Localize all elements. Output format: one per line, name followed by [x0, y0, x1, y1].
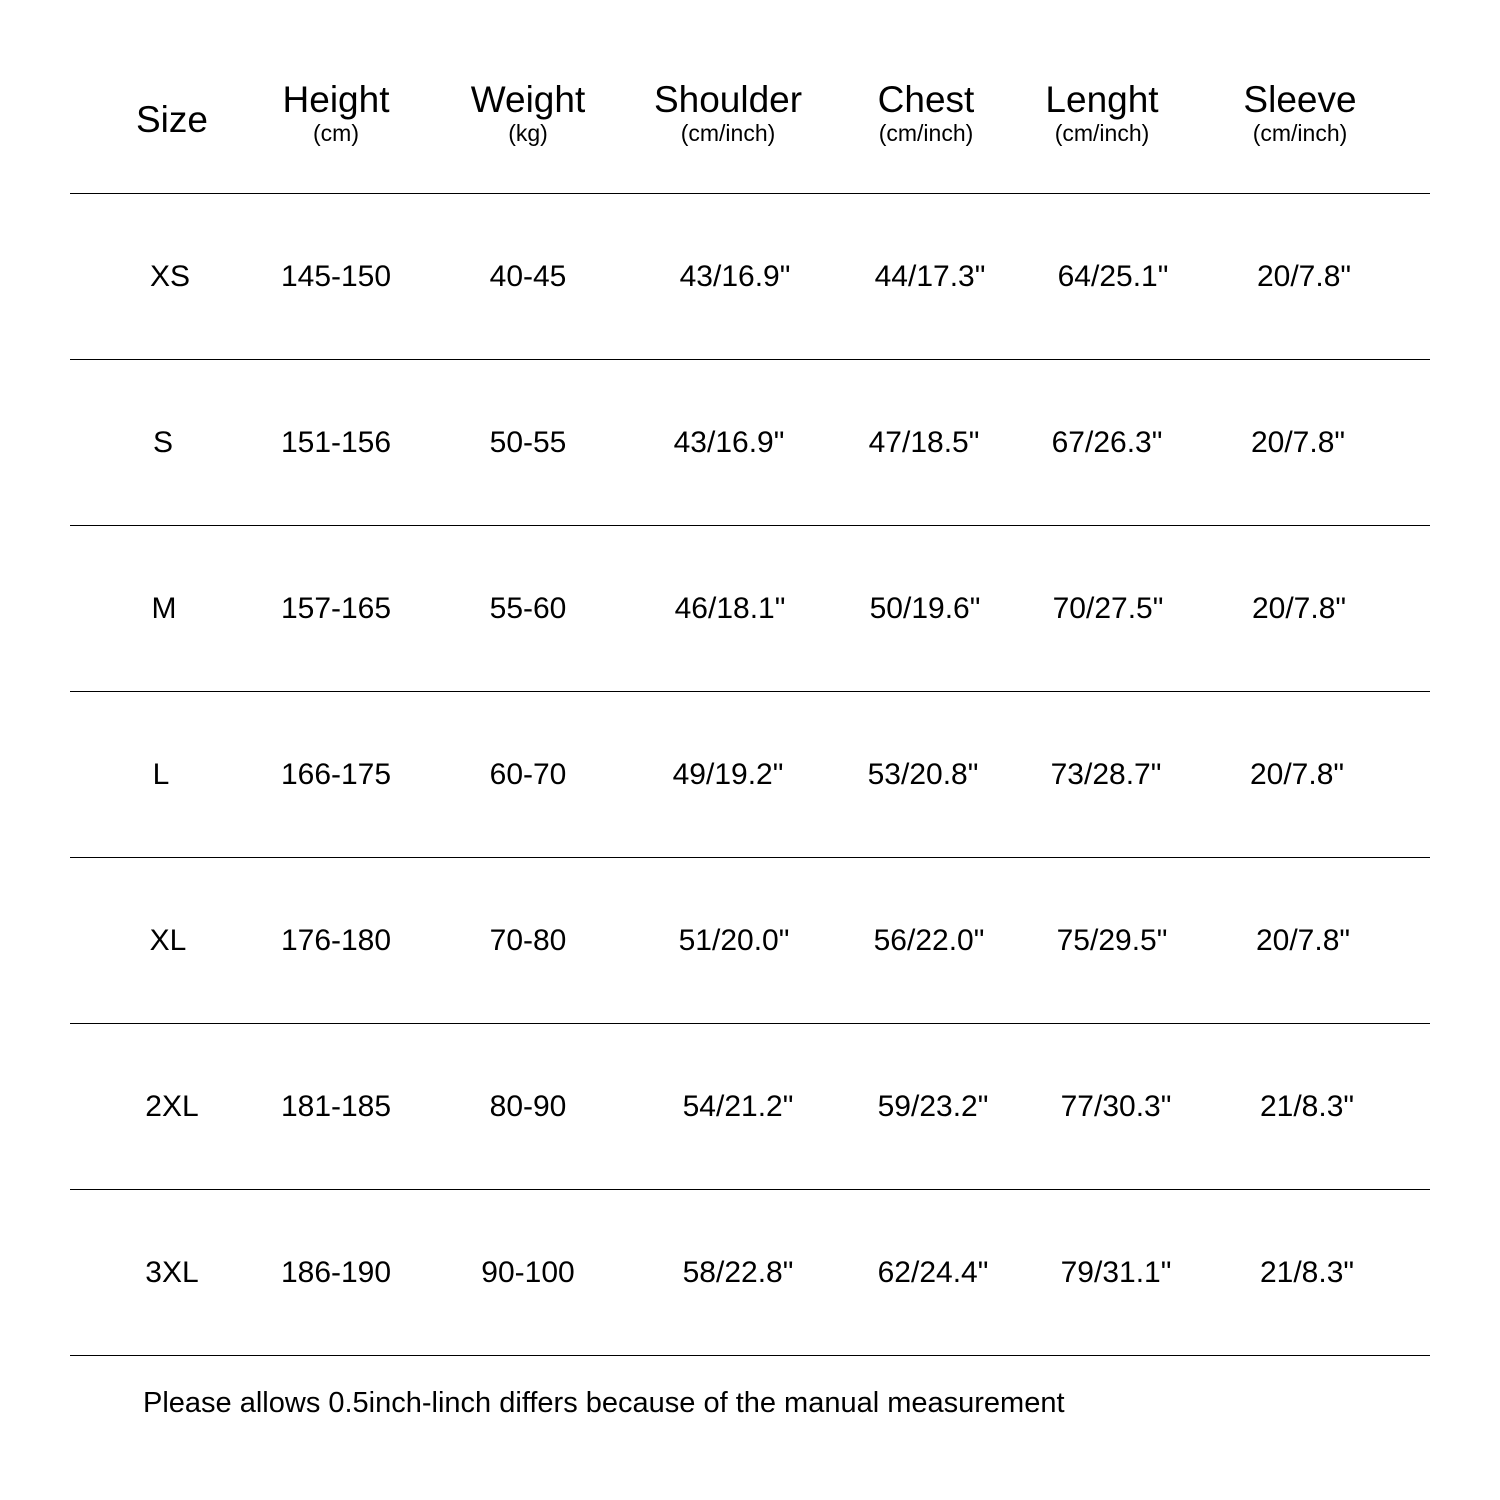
cell-chest: 44/17.3": [874, 260, 986, 293]
header-chest-unit: (cm/inch): [878, 120, 974, 146]
cell-size: L: [152, 758, 170, 791]
size-chart-table: [70, 60, 1430, 1356]
cell-shoulder: 54/21.2": [682, 1090, 794, 1123]
header-length: [1045, 60, 1158, 146]
cell-size: 3XL: [145, 1256, 199, 1289]
table-row-l: [70, 692, 1430, 858]
header-length-label: Lenght: [1045, 79, 1159, 120]
table-row-xl: [70, 858, 1430, 1024]
cell-sleeve: 20/7.8": [1249, 758, 1345, 791]
header-chest: [878, 60, 975, 146]
cell-length: 77/30.3": [1060, 1090, 1172, 1123]
header-weight: [471, 60, 586, 146]
cell-shoulder: 49/19.2": [672, 758, 784, 791]
header-shoulder-label: Shoulder: [653, 79, 803, 120]
cell-length: 73/28.7": [1050, 758, 1162, 791]
cell-length: 70/27.5": [1052, 592, 1164, 625]
cell-shoulder: 43/16.9": [673, 426, 785, 459]
cell-sleeve: 21/8.3": [1259, 1090, 1355, 1123]
table-row-xs: [70, 194, 1430, 360]
cell-weight: 90-100: [481, 1256, 575, 1289]
header-height-label: Height: [282, 79, 390, 120]
header-height-unit: (cm): [313, 120, 359, 146]
cell-weight: 40-45: [489, 260, 567, 293]
header-shoulder: [654, 60, 802, 146]
cell-size: S: [152, 426, 174, 459]
cell-chest: 53/20.8": [867, 758, 979, 791]
header-shoulder-unit: (cm/inch): [680, 120, 776, 146]
cell-chest: 47/18.5": [868, 426, 980, 459]
header-sleeve-label: Sleeve: [1243, 79, 1357, 120]
cell-size: XL: [149, 924, 187, 957]
header-size: [136, 60, 208, 140]
header-length-unit: (cm/inch): [1054, 120, 1150, 146]
measurement-note: Please allows 0.5inch-linch differs because of the manual measurement: [143, 1387, 1065, 1419]
cell-length: 75/29.5": [1056, 924, 1168, 957]
cell-sleeve: 21/8.3": [1259, 1256, 1355, 1289]
cell-chest: 62/24.4": [877, 1256, 989, 1289]
header-weight-unit: (kg): [508, 120, 548, 146]
cell-chest: 59/23.2": [877, 1090, 989, 1123]
cell-sleeve: 20/7.8": [1256, 260, 1352, 293]
cell-weight: 60-70: [489, 758, 567, 791]
cell-length: 64/25.1": [1057, 260, 1169, 293]
cell-chest: 56/22.0": [873, 924, 985, 957]
header-weight-label: Weight: [470, 79, 586, 120]
cell-size: M: [151, 592, 177, 625]
cell-height: 186-190: [280, 1256, 392, 1289]
cell-height: 151-156: [280, 426, 392, 459]
cell-size: 2XL: [145, 1090, 199, 1123]
table-row-3xl: [70, 1190, 1430, 1356]
header-sleeve-unit: (cm/inch): [1252, 120, 1348, 146]
cell-weight: 55-60: [489, 592, 567, 625]
cell-sleeve: 20/7.8": [1250, 426, 1346, 459]
cell-weight: 80-90: [489, 1090, 567, 1123]
header-sleeve: [1243, 60, 1356, 146]
cell-shoulder: 43/16.9": [679, 260, 791, 293]
cell-shoulder: 51/20.0": [678, 924, 790, 957]
cell-sleeve: 20/7.8": [1251, 592, 1347, 625]
table-header-row: [70, 60, 1430, 194]
table-row-s: [70, 360, 1430, 526]
cell-shoulder: 58/22.8": [682, 1256, 794, 1289]
cell-height: 166-175: [280, 758, 392, 791]
cell-length: 67/26.3": [1051, 426, 1163, 459]
cell-chest: 50/19.6": [869, 592, 981, 625]
header-height: [283, 60, 390, 146]
table-row-m: [70, 526, 1430, 692]
cell-height: 157-165: [280, 592, 392, 625]
header-chest-label: Chest: [877, 79, 975, 120]
cell-sleeve: 20/7.8": [1255, 924, 1351, 957]
cell-weight: 70-80: [489, 924, 567, 957]
table-row-2xl: [70, 1024, 1430, 1190]
cell-height: 145-150: [280, 260, 392, 293]
header-size-label: Size: [136, 99, 208, 140]
cell-shoulder: 46/18.1": [674, 592, 786, 625]
cell-height: 181-185: [280, 1090, 392, 1123]
cell-weight: 50-55: [489, 426, 567, 459]
cell-size: XS: [149, 260, 191, 293]
cell-length: 79/31.1": [1060, 1256, 1172, 1289]
cell-height: 176-180: [280, 924, 392, 957]
